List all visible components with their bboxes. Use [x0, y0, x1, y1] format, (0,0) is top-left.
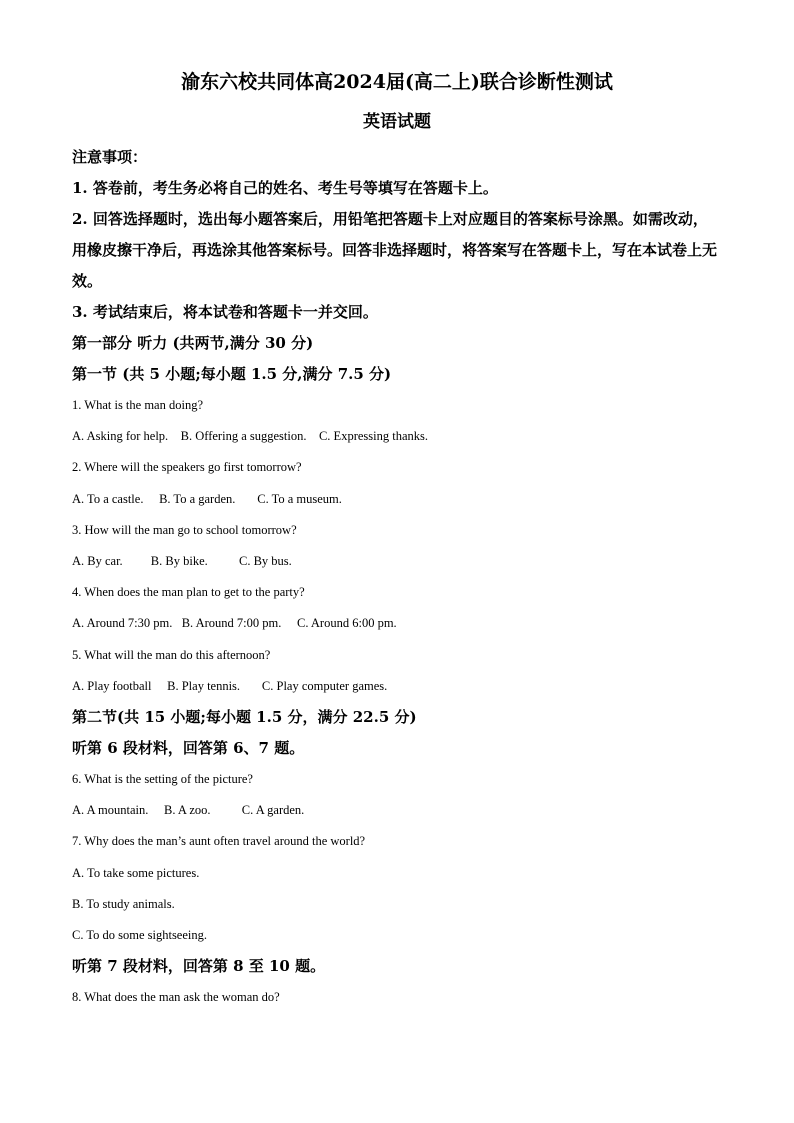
- notice-item-2: 2. 回答选择题时，选出每小题答案后，用铅笔把答题卡上对应题目的答案标号涂黑。如需改动，用橡皮擦干净后，再选涂其他答案标号。回答非选择题时，将答案写在答题卡上，写在本试卷上无效。: [72, 210, 718, 290]
- question-2: [72, 452, 722, 514]
- question-options: A. Around 7:30 pm. B. Around 7:00 pm. C. Around 6:00 pm.: [72, 616, 397, 631]
- group-heading: 听第 7 段材料，回答第 8 至 10 题。: [72, 957, 326, 976]
- question-text: 7. Why does the man’s aunt often travel around the world?: [72, 834, 366, 849]
- part-one: [72, 328, 722, 1013]
- question-text: 8. What does the man ask the woman do?: [72, 990, 280, 1005]
- listening-group-7: [72, 951, 722, 1013]
- question-text: 3. How will the man go to school tomorrow?: [72, 522, 297, 537]
- notice-block: [72, 142, 722, 328]
- exam-title: 渝东六校共同体高2024届(高二上)联合诊断性测试: [181, 71, 613, 93]
- question-1: [72, 390, 722, 452]
- question-option: B. To study animals.: [72, 896, 175, 911]
- question-text: 5. What will the man do this afternoon?: [72, 647, 271, 662]
- question-option: C. To do some sightseeing.: [72, 928, 208, 943]
- question-5: [72, 640, 722, 702]
- notice-heading: 注意事项：: [72, 148, 148, 166]
- listening-group-6: [72, 733, 722, 951]
- notice-item-1: 1. 答卷前，考生务必将自己的姓名、考生号等填写在答题卡上。: [72, 179, 498, 197]
- exam-page: [72, 68, 722, 1013]
- question-options: A. By car. B. By bike. C. By bus.: [72, 554, 292, 569]
- question-4: [72, 577, 722, 639]
- question-option: A. To take some pictures.: [72, 865, 200, 880]
- question-text: 6. What is the setting of the picture?: [72, 772, 253, 787]
- question-options: A. Play football B. Play tennis. C. Play computer games.: [72, 678, 388, 693]
- section-one-heading: 第一节 (共 5 小题;每小题 1.5 分,满分 7.5 分): [72, 365, 392, 383]
- question-options: A. Asking for help. B. Offering a suggestion. C. Expressing thanks.: [72, 429, 428, 444]
- question-text: 4. When does the man plan to get to the party?: [72, 585, 305, 600]
- exam-subject: 英语试题: [363, 112, 431, 132]
- part-one-heading: 第一部分 听力 (共两节,满分 30 分): [72, 334, 314, 352]
- question-options: A. To a castle. B. To a garden. C. To a museum.: [72, 491, 342, 506]
- question-options: A. A mountain. B. A zoo. C. A garden.: [72, 803, 305, 818]
- question-text: 2. Where will the speakers go first tomorrow?: [72, 460, 302, 475]
- section-two-heading: 第二节(共 15 小题;每小题 1.5 分，满分 22.5 分): [72, 708, 417, 727]
- question-text: 1. What is the man doing?: [72, 398, 203, 412]
- question-3: [72, 515, 722, 577]
- group-heading: 听第 6 段材料，回答第 6、7 题。: [72, 739, 305, 758]
- notice-item-3: 3. 考试结束后，将本试卷和答题卡一并交回。: [72, 303, 378, 321]
